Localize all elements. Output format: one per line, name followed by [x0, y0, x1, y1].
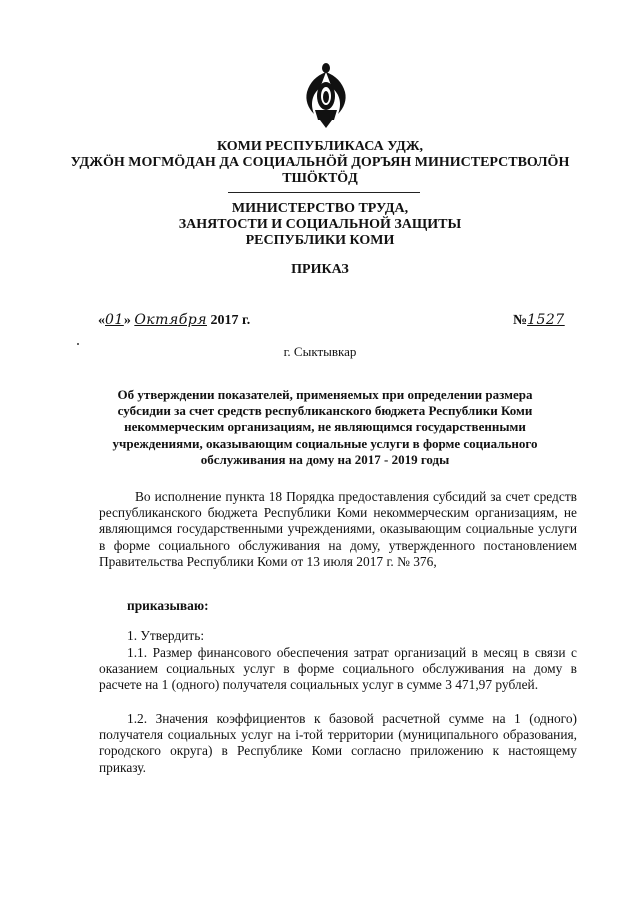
- order-year: 2017 г.: [210, 313, 251, 328]
- item-1: 1. Утвердить:: [127, 628, 205, 643]
- item-1-2: 1.2. Значения коэффициентов к базовой расчетной сумме на 1 (одного) получателя социальных услуг на i-той территории (муниципального образования, городского округа) в Республике Коми согласно приложению к настоящему приказу.: [99, 711, 577, 775]
- ru-header-line-3: РЕСПУБЛИКИ КОМИ: [245, 233, 395, 248]
- ru-header-line-1: МИНИСТЕРСТВО ТРУДА,: [231, 201, 409, 216]
- header-divider: [228, 192, 420, 193]
- order-word: приказываю:: [127, 598, 209, 613]
- komi-republic-emblem-icon: [302, 62, 350, 132]
- order-month: Октября: [134, 312, 207, 328]
- order-number-prefix: №: [513, 313, 528, 328]
- order-day: 01: [105, 312, 124, 328]
- komi-header-line-2: УДЖÖН МОГМÖДАН ДА СОЦИАЛЬНÖЙ ДОРЪЯН МИНИСТЕРСТВОЛÖН: [70, 155, 570, 170]
- ru-header-line-2: ЗАНЯТОСТИ И СОЦИАЛЬНОЙ ЗАЩИТЫ: [178, 217, 462, 232]
- date-open-quote: «: [98, 313, 105, 328]
- date-close-quote: »: [123, 313, 131, 328]
- komi-header-line-3: ТШÖКТÖД: [282, 171, 358, 186]
- order-date: [98, 312, 250, 329]
- komi-header-line-1: КОМИ РЕСПУБЛИКАСА УДЖ,: [216, 139, 424, 154]
- order-number-value: 1527: [527, 312, 565, 328]
- document-type-heading: ПРИКАЗ: [291, 262, 349, 277]
- city-name: г. Сыктывкар: [283, 344, 357, 359]
- item-1-1: 1.1. Размер финансового обеспечения затрат организаций в месяц в связи с оказанием социальных услуг в форме социального обслуживания на дому в расчете на 1 (одного) получателя социальных услуг в сумме 3 471,97 рублей.: [99, 645, 577, 693]
- intro-paragraph: Во исполнение пункта 18 Порядка предоставления субсидий за счет средств республиканского бюджета Республики Коми некоммерческим организациям, не являющимся государственными учреждениями, оказывающим социальные услуги в форме социального обслуживания на дому, утвержденного постановлением Правительства Республики Коми от 13 июля 2017 г. № 376,: [99, 489, 577, 569]
- order-number: [513, 312, 565, 329]
- order-title: Об утверждении показателей, применяемых при определении размера субсидии за счет средств республиканского бюджета Республики Коми некоммерческим организациям, не являющимся государственными учреждениями, оказывающим социальные услуги в форме социального обслуживания на дому на 2017 - 2019 годы: [112, 387, 538, 467]
